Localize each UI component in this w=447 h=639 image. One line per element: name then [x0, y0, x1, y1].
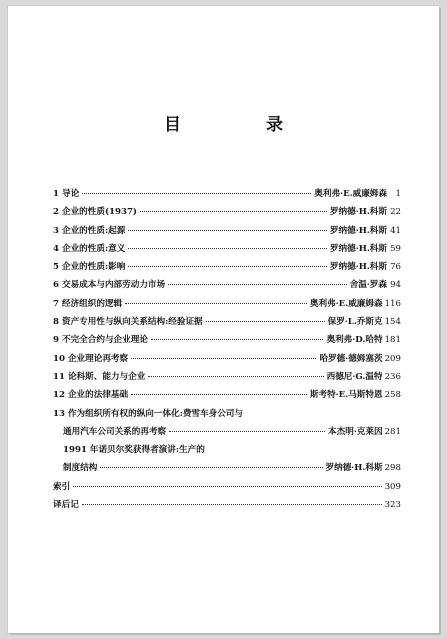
toc-entry-title: 3 企业的性质:起源 [53, 225, 126, 236]
toc-entry[interactable] [53, 478, 401, 496]
toc-entry-page-number: 258 [384, 390, 401, 401]
dot-leader [82, 193, 311, 194]
toc-entry[interactable] [53, 276, 401, 294]
toc-entry-title: 通用汽车公司关系的再考察 [63, 426, 167, 437]
toc-entry-page-number: 22 [390, 207, 401, 218]
dot-leader [148, 376, 323, 377]
dot-leader [140, 211, 327, 212]
toc-entry[interactable] [53, 386, 401, 404]
toc-entry-author: 罗纳德·H.科斯 [329, 243, 387, 254]
toc-entry[interactable] [53, 405, 401, 423]
page-title: 目 录 [164, 115, 317, 135]
dot-leader [131, 358, 316, 359]
toc-entry-title: 12 企业的法律基础 [53, 390, 129, 401]
toc-entry-title: 5 企业的性质:影响 [53, 262, 126, 273]
dot-leader [125, 303, 307, 304]
dot-leader [151, 339, 324, 340]
dot-leader [169, 431, 325, 432]
toc-entry-title: 制度结构 [63, 463, 98, 474]
toc-entry-title: 6 交易成本与内部劳动力市场 [53, 280, 166, 291]
toc-entry-page-number: 76 [390, 262, 401, 273]
toc-entry-page-number: 94 [390, 280, 401, 291]
toc-entry-title: 13 作为组织所有权的纵向一体化:费雪车身公司与 [53, 408, 243, 419]
toc-entry[interactable] [53, 496, 401, 514]
toc-entry-title: 7 经济组织的逻辑 [53, 298, 123, 309]
toc-entry[interactable] [53, 350, 401, 368]
table-of-contents [53, 185, 401, 514]
toc-entry[interactable] [53, 222, 401, 240]
toc-entry-author: 奥利弗·E.威廉姆森 [314, 189, 387, 199]
toc-entry-author: 舍温·罗森 [349, 280, 387, 291]
dot-leader [128, 248, 327, 249]
toc-entry-page-number: 209 [384, 353, 401, 364]
toc-entry-title: 4 企业的性质:意义 [53, 243, 126, 254]
toc-entry-author: 罗纳德·H.科斯 [325, 463, 383, 474]
toc-entry-page-number: 41 [390, 225, 401, 236]
dot-leader [206, 321, 325, 322]
toc-entry[interactable] [53, 295, 401, 313]
toc-entry-author: 奥利弗·E.威廉姆森 [309, 298, 383, 309]
toc-entry-author: 保罗·L.乔斯克 [327, 317, 383, 328]
toc-entry-page-number: 116 [384, 298, 401, 309]
toc-entry-page-number: 1 [395, 189, 401, 199]
dot-leader [73, 486, 381, 487]
dot-leader [82, 504, 382, 505]
toc-entry-page-number: 323 [384, 500, 401, 511]
toc-entry[interactable] [53, 203, 401, 221]
toc-entry-page-number: 59 [390, 243, 401, 254]
toc-entry-title: 索引 [53, 481, 71, 492]
toc-entry-author: 奥利弗·D.哈特 [326, 335, 383, 346]
toc-entry[interactable] [53, 423, 401, 441]
toc-entry-title: 8 资产专用性与纵向关系结构:经验证据 [53, 317, 203, 328]
toc-entry-author: 罗纳德·H.科斯 [329, 207, 387, 218]
toc-entry-title: 9 不完全合约与企业理论 [53, 335, 148, 346]
toc-entry[interactable] [53, 313, 401, 331]
toc-entry[interactable] [53, 368, 401, 386]
toc-entry-author: 西德尼·G.温特 [326, 371, 383, 382]
toc-entry-page-number: 236 [384, 371, 401, 382]
toc-entry-title: 11 论科斯、能力与企业 [53, 371, 146, 382]
dot-leader [168, 284, 347, 285]
toc-entry[interactable] [53, 185, 401, 203]
toc-entry-page-number: 181 [384, 335, 401, 346]
toc-entry-author: 斯考特·E.马斯特恩 [309, 390, 383, 401]
toc-entry-title: 1 导论 [53, 189, 80, 199]
toc-entry-author: 罗纳德·H.科斯 [329, 262, 387, 273]
toc-entry[interactable] [53, 240, 401, 258]
toc-entry-title: 2 企业的性质(1937) [53, 207, 137, 218]
dot-leader [128, 230, 327, 231]
toc-entry-author: 本杰明·克莱因 [328, 426, 383, 437]
toc-entry-page-number: 154 [384, 317, 401, 328]
toc-entry-title: 10 企业理论再考察 [53, 353, 129, 364]
toc-entry-page-number: 298 [384, 463, 401, 474]
toc-entry[interactable] [53, 441, 401, 459]
dot-leader [131, 394, 307, 395]
dot-leader [128, 266, 327, 267]
dot-leader [100, 467, 322, 468]
toc-entry-title: 1991 年诺贝尔奖获得者演讲:生产的 [63, 445, 205, 456]
toc-entry[interactable] [53, 258, 401, 276]
toc-entry-title: 译后记 [53, 500, 79, 511]
toc-entry-page-number: 309 [384, 481, 401, 492]
toc-entry[interactable] [53, 459, 401, 477]
document-page [8, 6, 439, 633]
toc-entry-page-number: 281 [384, 426, 401, 437]
toc-entry[interactable] [53, 331, 401, 349]
toc-entry-author: 罗纳德·H.科斯 [329, 225, 387, 236]
toc-entry-author: 哈罗德·德姆塞茨 [319, 353, 383, 364]
